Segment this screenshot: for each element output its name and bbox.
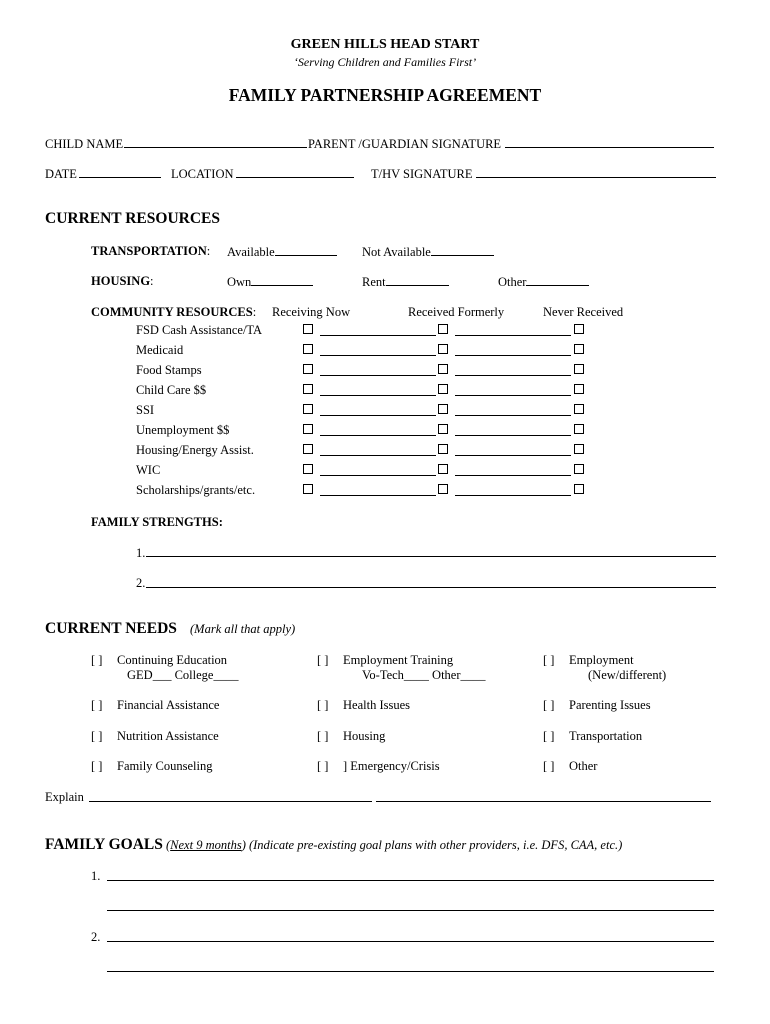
need-item[interactable] [543, 760, 597, 773]
org-name: GREEN HILLS HEAD START [290, 37, 480, 52]
checkbox-col-3[interactable] [574, 404, 584, 414]
community-fill-line[interactable] [455, 495, 571, 496]
housing-other[interactable]: Other [498, 275, 589, 289]
checkbox-col-3[interactable] [574, 424, 584, 434]
housing-label: HOUSING: [91, 274, 154, 288]
current-needs-title: CURRENT NEEDS [45, 620, 177, 637]
need-item[interactable] [317, 699, 410, 712]
community-fill-line[interactable] [320, 455, 436, 456]
checkbox-col-1[interactable] [303, 384, 313, 394]
community-item-label: SSI [136, 403, 155, 417]
child-name-label: CHILD NAME [45, 137, 124, 151]
community-item-label: Unemployment $$ [136, 423, 230, 437]
community-item-label: FSD Cash Assistance/TA [136, 323, 263, 337]
explain-field-1[interactable] [89, 801, 372, 802]
child-name-field[interactable] [124, 147, 307, 148]
community-fill-line[interactable] [320, 495, 436, 496]
thv-signature-field[interactable] [476, 177, 716, 178]
date-field[interactable] [79, 177, 161, 178]
need-item[interactable] [317, 730, 385, 743]
checkbox-col-1[interactable] [303, 324, 313, 334]
need-label: Family Counseling [117, 759, 213, 773]
transport-not-available[interactable]: Not Available [362, 245, 494, 259]
goal-line-2a[interactable] [107, 941, 714, 942]
need-label: Transportation [569, 729, 643, 743]
community-fill-line[interactable] [455, 375, 571, 376]
transport-available[interactable]: Available [227, 245, 337, 259]
parent-signature-label: PARENT /GUARDIAN SIGNATURE [308, 137, 502, 151]
need-checkbox[interactable]: [ ] [543, 729, 555, 743]
community-fill-line[interactable] [320, 375, 436, 376]
community-fill-line[interactable] [320, 435, 436, 436]
community-item-label: Scholarships/grants/etc. [136, 483, 256, 497]
need-sub-options: Vo-Tech____ Other____ [362, 668, 486, 682]
checkbox-col-2[interactable] [438, 484, 448, 494]
need-label: ] Emergency/Crisis [343, 759, 440, 773]
housing-rent[interactable]: Rent [362, 275, 449, 289]
need-sub-options: (New/different) [588, 668, 667, 682]
community-fill-line[interactable] [455, 475, 571, 476]
checkbox-col-2[interactable] [438, 464, 448, 474]
community-fill-line[interactable] [320, 395, 436, 396]
checkbox-col-1[interactable] [303, 364, 313, 374]
checkbox-col-2[interactable] [438, 404, 448, 414]
need-checkbox[interactable]: [ ] [317, 729, 329, 743]
community-item-label: Medicaid [136, 343, 184, 357]
community-fill-line[interactable] [455, 415, 571, 416]
goal-line-1b[interactable] [107, 910, 714, 911]
need-label: Parenting Issues [569, 698, 651, 712]
parent-signature-field[interactable] [505, 147, 714, 148]
explain-label: Explain [45, 790, 84, 804]
goal-number-1: 1. [91, 869, 101, 883]
need-item[interactable] [543, 699, 651, 712]
family-strengths-label: FAMILY STRENGTHS: [91, 515, 223, 529]
community-fill-line[interactable] [455, 455, 571, 456]
checkbox-col-1[interactable] [303, 424, 313, 434]
community-resources-label: COMMUNITY RESOURCES: [91, 305, 257, 319]
need-item[interactable] [317, 654, 453, 667]
housing-own[interactable]: Own [227, 275, 313, 289]
goal-line-2b[interactable] [107, 971, 714, 972]
checkbox-col-1[interactable] [303, 344, 313, 354]
community-fill-line[interactable] [455, 355, 571, 356]
col-received-formerly: Received Formerly [408, 305, 505, 319]
need-label: Financial Assistance [117, 698, 220, 712]
col-never-received: Never Received [543, 305, 624, 319]
checkbox-col-2[interactable] [438, 384, 448, 394]
checkbox-col-1[interactable] [303, 484, 313, 494]
current-resources-title: CURRENT RESOURCES [45, 210, 220, 227]
transportation-label: TRANSPORTATION: [91, 244, 211, 258]
need-label: Nutrition Assistance [117, 729, 219, 743]
need-checkbox[interactable]: [ ] [91, 698, 103, 712]
checkbox-col-3[interactable] [574, 344, 584, 354]
goal-period: Next 9 months [170, 838, 242, 852]
need-item[interactable] [91, 760, 213, 773]
community-fill-line[interactable] [320, 335, 436, 336]
strength-number-1: 1. [136, 546, 146, 560]
community-item-label: Housing/Energy Assist. [136, 443, 254, 457]
need-checkbox[interactable]: [ ] [543, 759, 555, 773]
need-checkbox[interactable]: [ ] [317, 698, 329, 712]
need-label: Employment Training [343, 653, 454, 667]
goal-number-2: 2. [91, 930, 101, 944]
need-checkbox[interactable]: [ ] [91, 653, 103, 667]
family-goals-heading: FAMILY GOALS (Next 9 months) (Indicate pre-existing goal plans with other providers, i.e. DFS, CAA, etc.) [45, 836, 623, 853]
thv-signature-label: T/HV SIGNATURE [371, 167, 473, 181]
goal-line-1a[interactable] [107, 880, 714, 881]
checkbox-col-2[interactable] [438, 324, 448, 334]
checkbox-col-3[interactable] [574, 484, 584, 494]
need-checkbox[interactable]: [ ] [543, 698, 555, 712]
need-checkbox[interactable]: [ ] [317, 759, 329, 773]
need-checkbox[interactable]: [ ] [91, 759, 103, 773]
form-title: FAMILY PARTNERSHIP AGREEMENT [228, 85, 542, 105]
need-label: Other [569, 759, 598, 773]
checkbox-col-3[interactable] [574, 444, 584, 454]
checkbox-col-2[interactable] [438, 444, 448, 454]
explain-field-2[interactable] [376, 801, 711, 802]
community-item-label: Food Stamps [136, 363, 202, 377]
current-needs-note: (Mark all that apply) [190, 622, 296, 636]
family-goals-title: FAMILY GOALS [45, 836, 163, 853]
checkbox-col-3[interactable] [574, 364, 584, 374]
col-receiving-now: Receiving Now [272, 305, 351, 319]
need-item[interactable] [91, 699, 219, 712]
community-fill-line[interactable] [320, 415, 436, 416]
checkbox-col-1[interactable] [303, 404, 313, 414]
need-item[interactable] [91, 730, 219, 743]
need-label: Employment [569, 653, 634, 667]
location-field[interactable] [236, 177, 354, 178]
date-label: DATE [45, 167, 77, 181]
tagline: ‘Serving Children and Families First’ [293, 55, 477, 69]
need-item[interactable] [91, 654, 227, 667]
checkbox-col-2[interactable] [438, 424, 448, 434]
need-checkbox[interactable]: [ ] [317, 653, 329, 667]
need-label: Housing [343, 729, 386, 743]
community-item-label: Child Care $$ [136, 383, 207, 397]
strength-line-2[interactable] [146, 587, 716, 588]
checkbox-col-2[interactable] [438, 364, 448, 374]
location-label: LOCATION [171, 167, 234, 181]
community-fill-line[interactable] [455, 395, 571, 396]
community-item-label: WIC [136, 463, 161, 477]
checkbox-col-3[interactable] [574, 464, 584, 474]
checkbox-col-1[interactable] [303, 464, 313, 474]
checkbox-col-1[interactable] [303, 444, 313, 454]
community-fill-line[interactable] [455, 435, 571, 436]
need-label: Continuing Education [117, 653, 228, 667]
community-fill-line[interactable] [455, 335, 571, 336]
need-item[interactable] [317, 760, 440, 773]
community-fill-line[interactable] [320, 475, 436, 476]
checkbox-col-3[interactable] [574, 384, 584, 394]
need-label: Health Issues [343, 698, 410, 712]
need-sub-options: GED___ College____ [127, 668, 239, 682]
checkbox-col-2[interactable] [438, 344, 448, 354]
need-item[interactable] [543, 654, 634, 667]
need-checkbox[interactable]: [ ] [543, 653, 555, 667]
strength-number-2: 2. [136, 576, 146, 590]
community-fill-line[interactable] [320, 355, 436, 356]
strength-line-1[interactable] [146, 556, 716, 557]
need-item[interactable] [543, 730, 642, 743]
checkbox-col-3[interactable] [574, 324, 584, 334]
need-checkbox[interactable]: [ ] [91, 729, 103, 743]
